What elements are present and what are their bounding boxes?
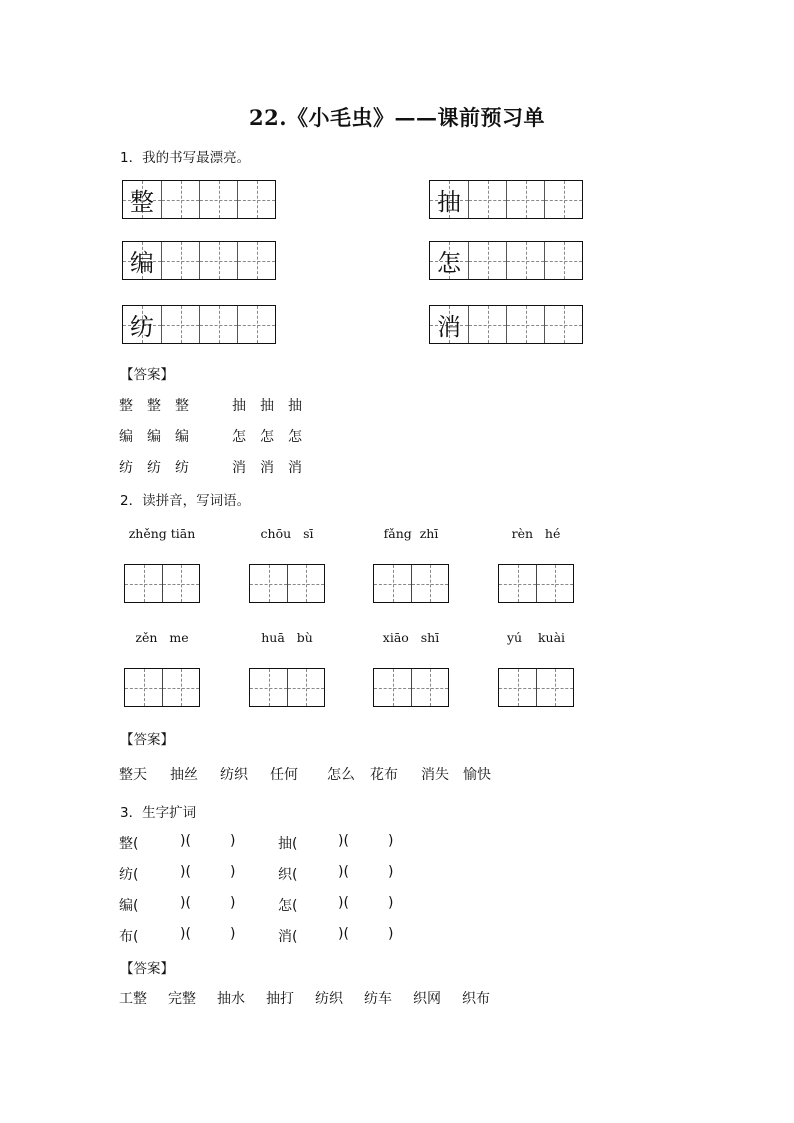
pinyin-label: zěn me	[135, 630, 189, 645]
grid-cell[interactable]	[544, 242, 582, 279]
word-writing-box	[249, 564, 325, 603]
blank-bracket[interactable]: )(	[338, 926, 349, 942]
blank-bracket[interactable]: )	[388, 926, 394, 942]
expand-character: 编(	[119, 898, 139, 914]
expand-character: 消(	[278, 929, 298, 945]
blank-bracket[interactable]: )	[230, 895, 236, 911]
grid-cell[interactable]	[199, 242, 237, 279]
grid-cell[interactable]	[237, 242, 275, 279]
blank-bracket[interactable]: )	[230, 864, 236, 880]
grid-cell	[430, 181, 468, 218]
question-3-text: 3．生字扩词	[120, 805, 197, 821]
answer-character: 纺	[119, 460, 133, 476]
grid-cell	[430, 242, 468, 279]
answer-character: 整	[175, 398, 189, 414]
answer-word: 整天	[119, 767, 147, 783]
grid-cell[interactable]	[287, 669, 324, 706]
expand-character: 织(	[278, 867, 298, 883]
answer-word: 抽丝	[170, 767, 198, 783]
blank-bracket[interactable]: )(	[180, 895, 191, 911]
grid-cell[interactable]	[199, 181, 237, 218]
tian-grid	[122, 180, 276, 219]
blank-bracket[interactable]: )(	[338, 864, 349, 880]
question-2-text: 2．读拼音，写词语。	[120, 493, 251, 509]
model-character: 整	[130, 188, 154, 216]
answer-word: 工整	[119, 991, 147, 1007]
word-writing-box	[373, 668, 449, 707]
grid-cell[interactable]	[468, 181, 506, 218]
grid-cell[interactable]	[499, 565, 536, 602]
answer-word: 完整	[168, 991, 196, 1007]
answer-character: 消	[260, 460, 274, 476]
grid-cell[interactable]	[161, 181, 199, 218]
answer-label-1: 【答案】	[120, 367, 174, 383]
answer-character: 消	[232, 460, 246, 476]
tian-grid	[122, 241, 276, 280]
model-character: 纺	[130, 313, 154, 341]
word-writing-box	[373, 564, 449, 603]
grid-cell[interactable]	[199, 306, 237, 343]
blank-bracket[interactable]: )(	[180, 864, 191, 880]
grid-cell	[123, 242, 161, 279]
word-writing-box	[249, 668, 325, 707]
expand-character: 纺(	[119, 867, 139, 883]
answer-character: 怎	[260, 429, 274, 445]
answer-word: 任何	[270, 767, 298, 783]
blank-bracket[interactable]: )(	[338, 895, 349, 911]
expand-character: 怎(	[278, 898, 298, 914]
grid-cell[interactable]	[411, 669, 448, 706]
blank-bracket[interactable]: )	[388, 864, 394, 880]
answer-word: 花布	[370, 767, 398, 783]
pinyin-label: xiāo shī	[382, 630, 440, 645]
expand-character: 整(	[119, 836, 139, 852]
blank-bracket[interactable]: )(	[180, 833, 191, 849]
answer-character: 编	[175, 429, 189, 445]
answer-character: 纺	[147, 460, 161, 476]
question-1-text: 1．我的书写最漂亮。	[120, 150, 251, 166]
grid-cell[interactable]	[161, 306, 199, 343]
grid-cell[interactable]	[237, 181, 275, 218]
tian-grid	[429, 241, 583, 280]
answer-character: 整	[147, 398, 161, 414]
blank-bracket[interactable]: )	[388, 895, 394, 911]
grid-cell[interactable]	[162, 669, 199, 706]
grid-cell[interactable]	[374, 669, 411, 706]
answer-word: 消失	[421, 767, 449, 783]
answer-character: 消	[288, 460, 302, 476]
answer-word: 愉快	[463, 767, 491, 783]
grid-cell[interactable]	[411, 565, 448, 602]
answer-label-3: 【答案】	[120, 961, 174, 977]
page-title: 22.《小毛虫》——课前预习单	[248, 105, 546, 130]
grid-cell[interactable]	[374, 565, 411, 602]
grid-cell[interactable]	[287, 565, 324, 602]
answer-word: 织布	[462, 991, 490, 1007]
answer-word: 抽水	[217, 991, 245, 1007]
grid-cell[interactable]	[125, 669, 162, 706]
grid-cell[interactable]	[237, 306, 275, 343]
answer-word: 织网	[413, 991, 441, 1007]
answer-character: 抽	[260, 398, 274, 414]
model-character: 消	[437, 313, 461, 341]
blank-bracket[interactable]: )(	[180, 926, 191, 942]
pinyin-label: huā bù	[261, 630, 313, 645]
answer-label-2: 【答案】	[120, 732, 174, 748]
tian-grid	[429, 305, 583, 344]
grid-cell[interactable]	[506, 306, 544, 343]
pinyin-label: chōu sī	[260, 526, 314, 541]
model-character: 抽	[437, 188, 461, 216]
grid-cell[interactable]	[162, 565, 199, 602]
grid-cell[interactable]	[499, 669, 536, 706]
answer-word: 纺织	[220, 767, 248, 783]
grid-cell[interactable]	[468, 242, 506, 279]
answer-character: 纺	[175, 460, 189, 476]
answer-word: 抽打	[266, 991, 294, 1007]
answer-word: 纺织	[315, 991, 343, 1007]
answer-character: 怎	[288, 429, 302, 445]
grid-cell[interactable]	[468, 306, 506, 343]
pinyin-label: fǎng zhī	[383, 526, 439, 541]
word-writing-box	[498, 564, 574, 603]
blank-bracket[interactable]: )(	[338, 833, 349, 849]
grid-cell[interactable]	[544, 306, 582, 343]
blank-bracket[interactable]: )	[230, 833, 236, 849]
grid-cell[interactable]	[506, 181, 544, 218]
word-writing-box	[124, 564, 200, 603]
word-writing-box	[124, 668, 200, 707]
grid-cell[interactable]	[161, 242, 199, 279]
grid-cell[interactable]	[536, 565, 573, 602]
grid-cell	[123, 306, 161, 343]
answer-character: 编	[147, 429, 161, 445]
model-character: 怎	[437, 249, 461, 277]
answer-character: 抽	[232, 398, 246, 414]
grid-cell[interactable]	[250, 669, 287, 706]
pinyin-label: zhěng tiān	[128, 526, 196, 541]
answer-character: 怎	[232, 429, 246, 445]
grid-cell[interactable]	[544, 181, 582, 218]
answer-character: 整	[119, 398, 133, 414]
grid-cell[interactable]	[125, 565, 162, 602]
tian-grid	[122, 305, 276, 344]
grid-cell	[123, 181, 161, 218]
grid-cell[interactable]	[536, 669, 573, 706]
word-writing-box	[498, 668, 574, 707]
tian-grid	[429, 180, 583, 219]
answer-character: 抽	[288, 398, 302, 414]
answer-word: 纺车	[364, 991, 392, 1007]
expand-character: 布(	[119, 929, 139, 945]
blank-bracket[interactable]: )	[230, 926, 236, 942]
grid-cell[interactable]	[506, 242, 544, 279]
answer-word: 怎么	[327, 767, 355, 783]
model-character: 编	[130, 249, 154, 277]
grid-cell	[430, 306, 468, 343]
expand-character: 抽(	[278, 836, 298, 852]
answer-character: 编	[119, 429, 133, 445]
pinyin-label: rèn hé	[511, 526, 561, 541]
blank-bracket[interactable]: )	[388, 833, 394, 849]
grid-cell[interactable]	[250, 565, 287, 602]
pinyin-label: yú kuài	[506, 630, 566, 645]
